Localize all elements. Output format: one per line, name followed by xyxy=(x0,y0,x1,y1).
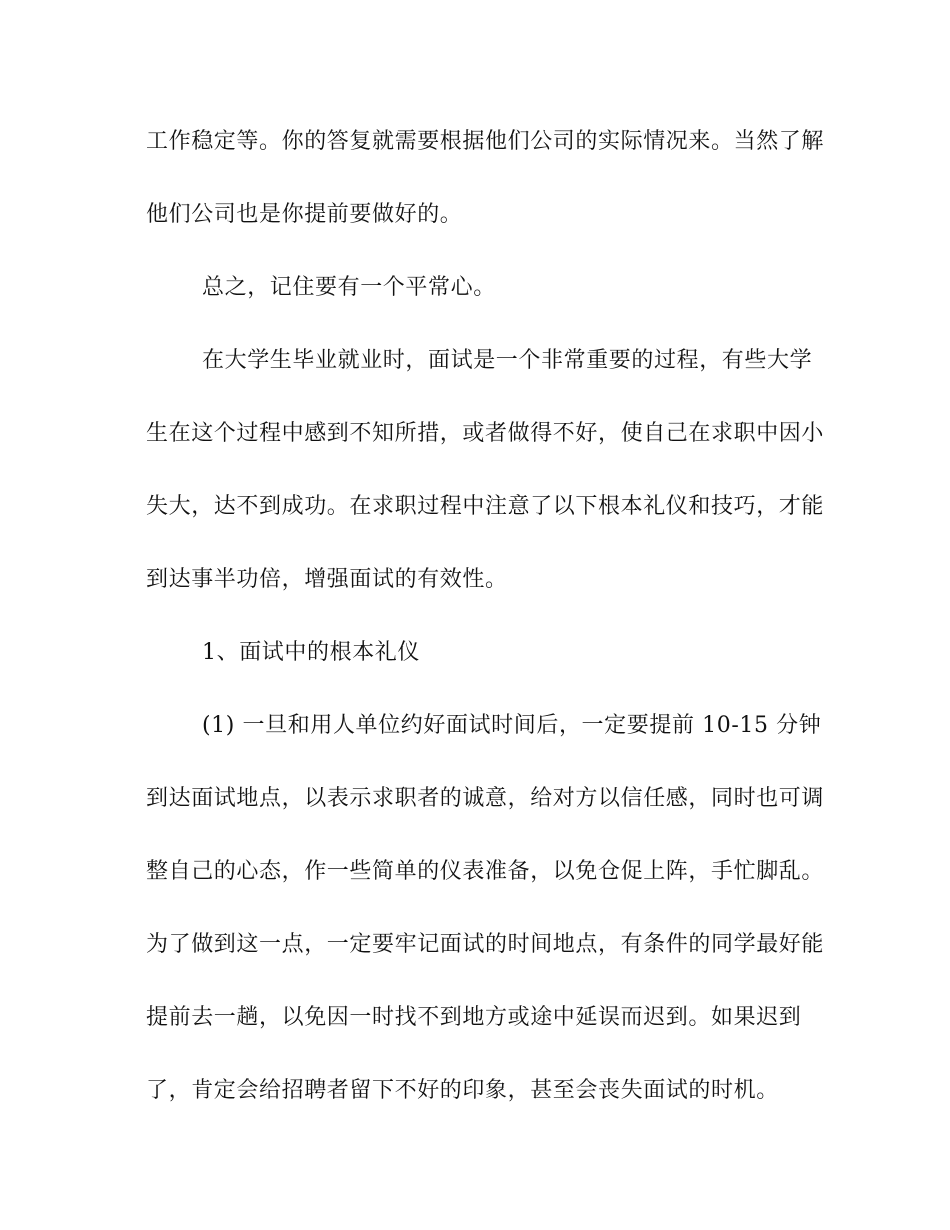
text-line: 工作稳定等。你的答复就需要根据他们公司的实际情况来。当然了解 xyxy=(146,129,825,154)
text-line: 他们公司也是你提前要做好的。 xyxy=(146,202,463,227)
text-line: 失大，达不到成功。在求职过程中注意了以下根本礼仪和技巧，才能 xyxy=(146,494,825,519)
text-line: (1) 一旦和用人单位约好面试时间后，一定要提前 10-15 分钟 xyxy=(202,713,822,738)
text-line: 总之，记住要有一个平常心。 xyxy=(202,275,496,300)
text-line: 为了做到这一点，一定要牢记面试的时间地点，有条件的同学最好能 xyxy=(146,932,825,957)
text-line: 生在这个过程中感到不知所措，或者做得不好，使自己在求职中因小 xyxy=(146,421,825,446)
text-line: 到达事半功倍，增强面试的有效性。 xyxy=(146,567,508,592)
text-line: 到达面试地点，以表示求职者的诚意，给对方以信任感，同时也可调 xyxy=(146,786,825,811)
section-heading: 1、面试中的根本礼仪 xyxy=(202,640,420,665)
text-line: 在大学生毕业就业时，面试是一个非常重要的过程，有些大学 xyxy=(202,348,813,373)
text-line: 提前去一趟，以免因一时找不到地方或途中延误而迟到。如果迟到 xyxy=(146,1005,802,1030)
text-line: 了，肯定会给招聘者留下不好的印象，甚至会丧失面试的时机。 xyxy=(146,1078,779,1103)
text-line: 整自己的心态，作一些简单的仪表准备，以免仓促上阵，手忙脚乱。 xyxy=(146,859,825,884)
